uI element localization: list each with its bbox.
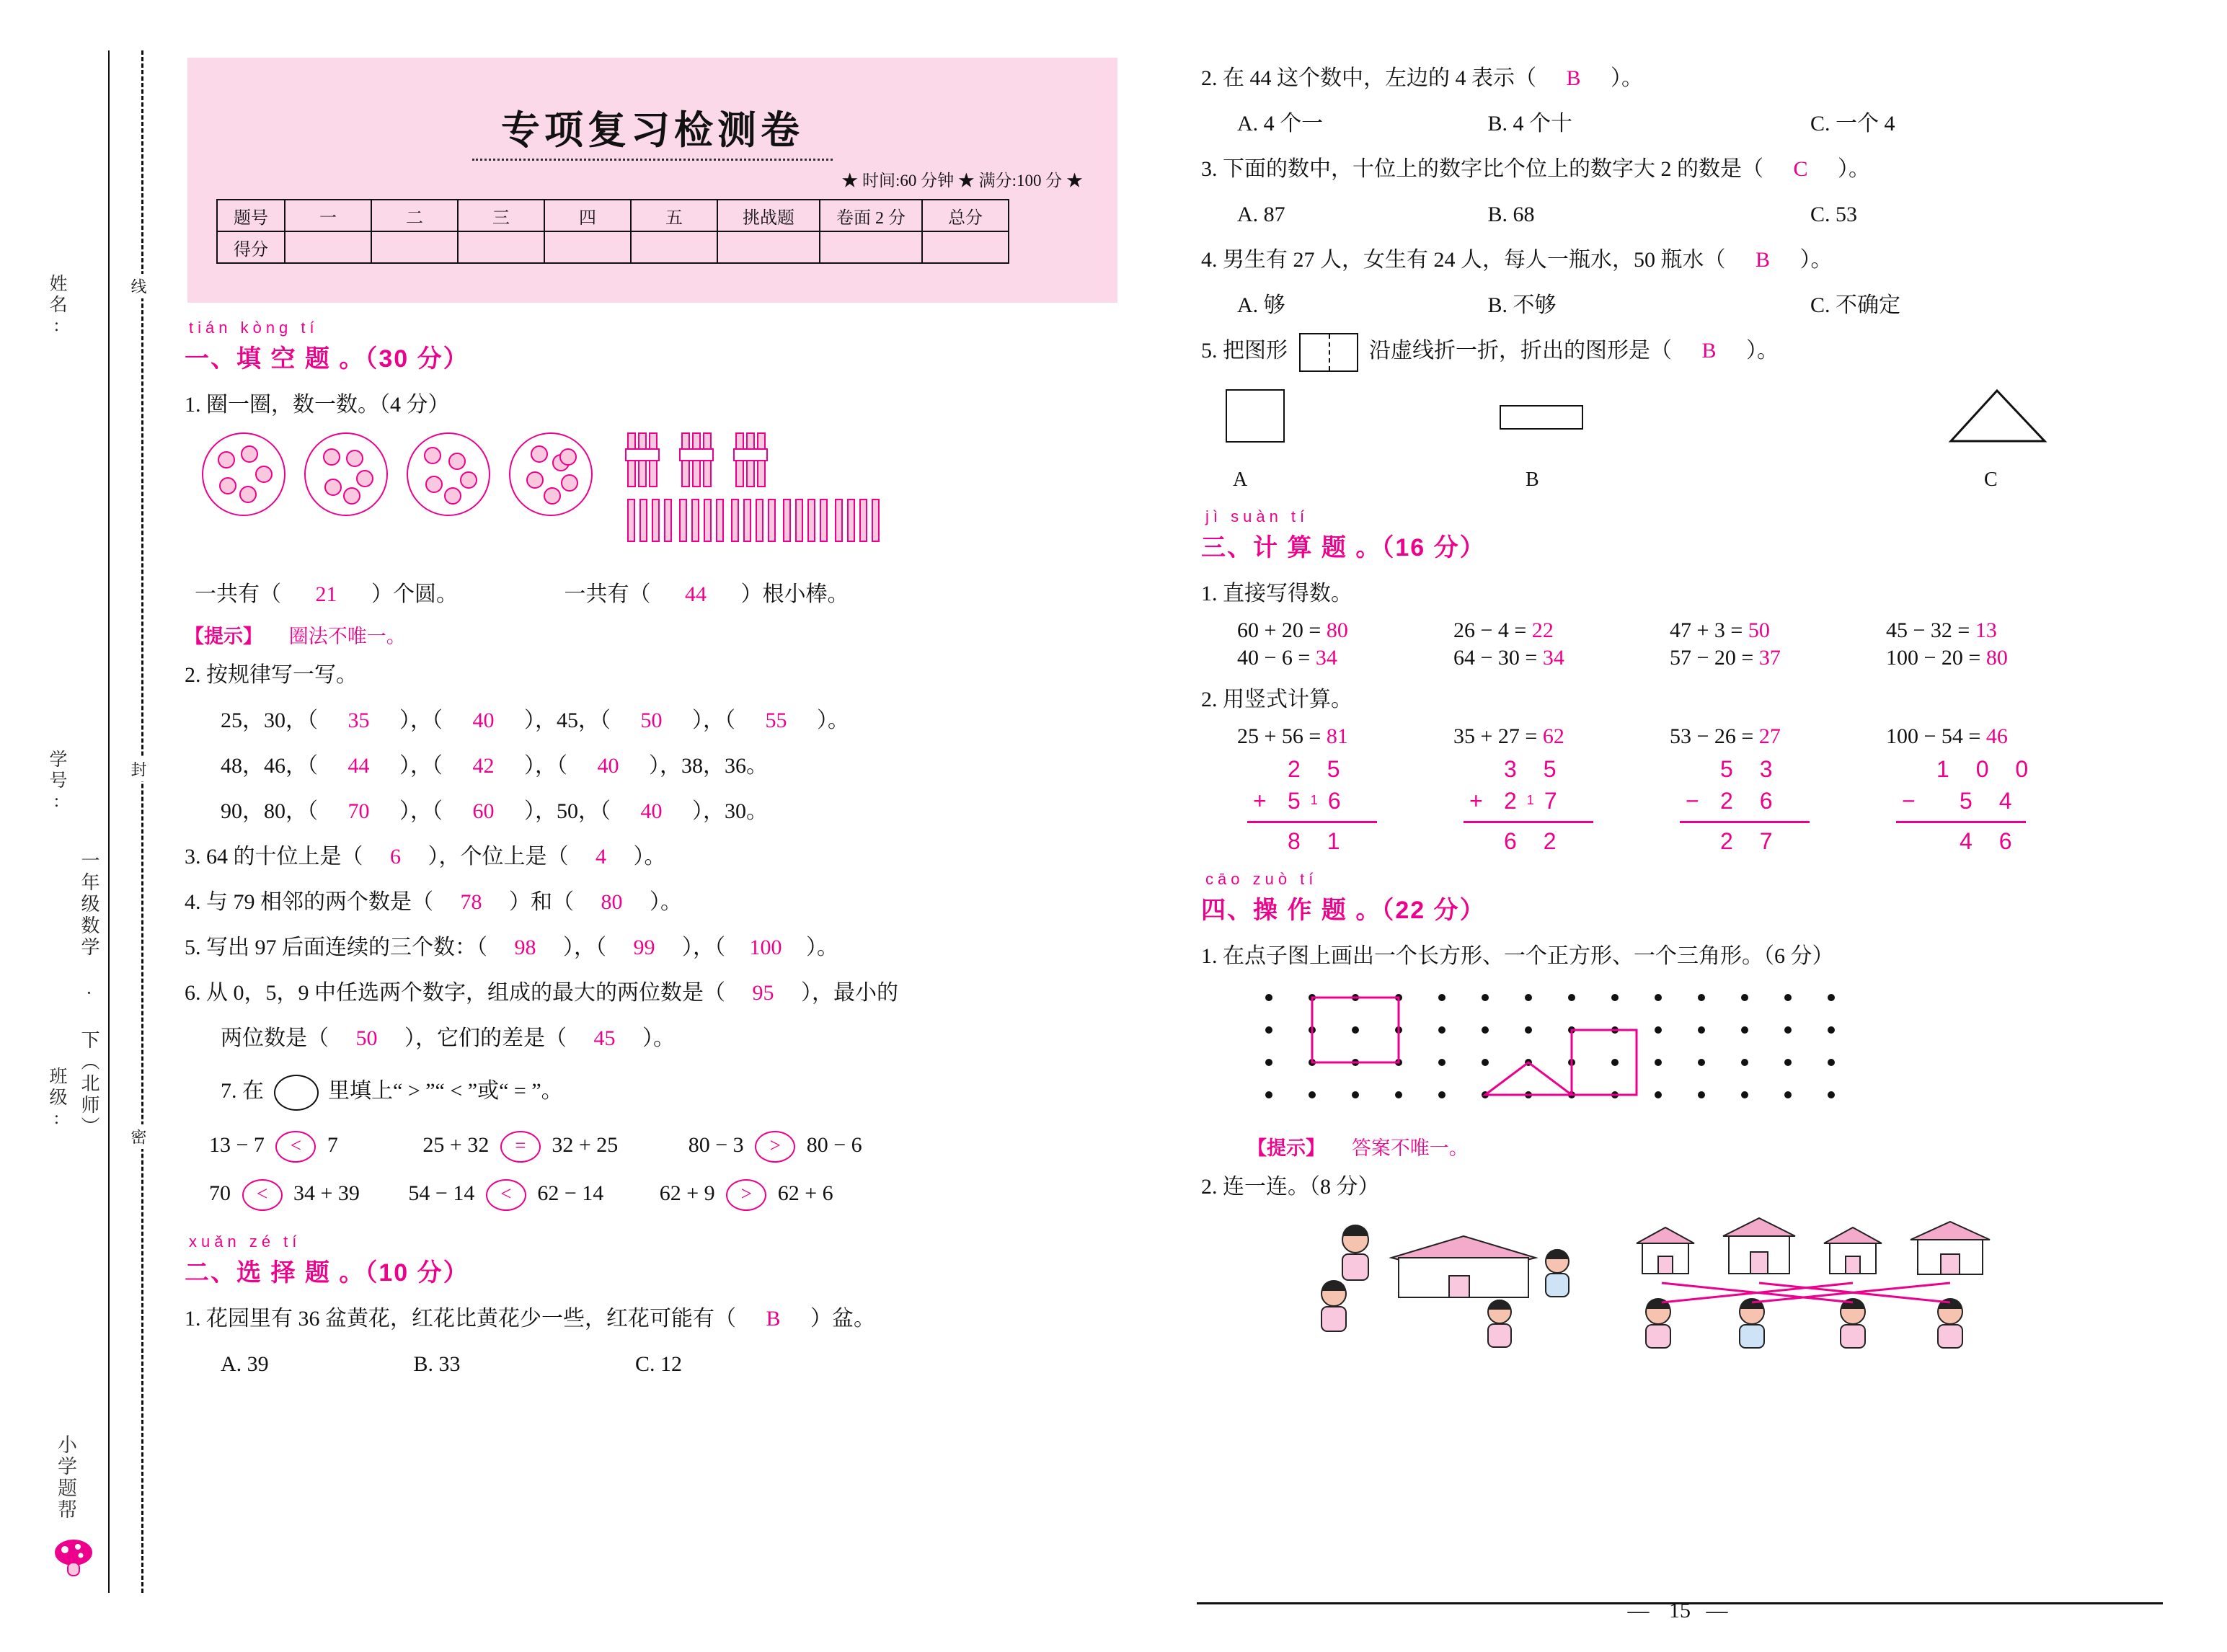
- vert-expr-3: [1670, 724, 1886, 749]
- seq2-a3[interactable]: 40: [597, 754, 619, 778]
- vc1-result[interactable]: 8 1: [1288, 828, 1350, 855]
- empty-circle-icon: [274, 1075, 319, 1111]
- seq3-a2[interactable]: 60: [472, 799, 495, 823]
- cmp-4-right: 34 + 39: [293, 1181, 360, 1205]
- seq2-m2: ），（: [524, 754, 567, 778]
- seal-word-2: 密: [127, 1124, 149, 1149]
- fill-section-pinyin: tián kòng tí: [189, 319, 319, 337]
- left-column: [180, 58, 1139, 1389]
- right-column: [1197, 58, 2177, 1351]
- vert-ans-4[interactable]: 46: [1985, 724, 2008, 749]
- fill-q1-text: 1. 圈一圈，数一数。（4 分）: [185, 393, 450, 417]
- calc-ans-2[interactable]: 22: [1531, 618, 1554, 643]
- cmp-4-left: 70: [209, 1181, 231, 1205]
- calc-expr-1: 60 + 20 =: [1237, 618, 1321, 643]
- c5-mid: 沿虚线折一折，折出的图形是（: [1369, 339, 1672, 363]
- dot-grid-svg[interactable]: [1247, 987, 1954, 1124]
- q4-pre: 4. 与 79 相邻的两个数是（: [185, 890, 433, 914]
- vertical-headers: [1237, 724, 2177, 749]
- vc3-bar: [1680, 821, 1810, 823]
- calc-ans-4[interactable]: 13: [1975, 618, 1997, 643]
- vert-expr-4: [1886, 724, 2102, 749]
- c5-pre: 5. 把图形: [1201, 339, 1288, 363]
- seq3-a1[interactable]: 70: [347, 799, 370, 823]
- cmp-5-left: 54 − 14: [408, 1181, 475, 1205]
- fill-q6-line1: [185, 972, 1139, 1013]
- vc1-sign: +: [1253, 788, 1267, 814]
- fill-q2-text: 2. 按规律写一写。: [185, 663, 358, 687]
- q3-mid: ），个位上是（: [428, 845, 569, 869]
- seq1-a2[interactable]: 40: [472, 709, 495, 732]
- calc-row-1: [1237, 618, 2177, 643]
- operate-q2-text: 2. 连一连。（8 分）: [1201, 1175, 1380, 1199]
- vertical-calc-2: [1453, 756, 1670, 864]
- calc-section-title: 三、计 算 题 。（16 分）: [1201, 534, 1486, 562]
- c4-opt-b[interactable]: B. 不够: [1487, 293, 1557, 317]
- vertical-calc-1: [1237, 756, 1453, 864]
- vert-expr-text-4: 100 − 54 =: [1886, 724, 1981, 749]
- c4-answer[interactable]: B: [1756, 248, 1771, 272]
- choice-section-pinyin: xuǎn zé tí: [189, 1233, 301, 1251]
- operate-q1-text: 1. 在点子图上画出一个长方形、一个正方形、一个三角形。（6 分）: [1201, 944, 1834, 969]
- calc-ans-8[interactable]: 80: [1985, 646, 2008, 670]
- vc2-carry: 1: [1526, 793, 1544, 808]
- seq3-m2: ），50，（: [524, 799, 611, 823]
- vc4-bar: [1896, 821, 2026, 823]
- q5-a2[interactable]: 99: [633, 936, 655, 959]
- calc-expr-4: 45 − 32 =: [1886, 618, 1970, 643]
- operate-section-title: 四、操 作 题 。（22 分）: [1201, 897, 1486, 925]
- operate-hint-label: 【提示】: [1247, 1137, 1325, 1160]
- choice-q3-stem: [1201, 148, 2177, 190]
- score-row-label-2: 得分: [217, 231, 285, 263]
- vert-ans-1[interactable]: 81: [1326, 724, 1348, 749]
- score-cell-0[interactable]: [285, 231, 371, 263]
- vc1-carry: 1: [1310, 793, 1328, 808]
- vert-ans-3[interactable]: 27: [1758, 724, 1781, 749]
- calc-row-2: [1237, 646, 2177, 670]
- score-col-3: 四: [544, 200, 631, 231]
- score-table: [216, 199, 1009, 264]
- right-scene: [1637, 1218, 1990, 1348]
- calc-ans-5[interactable]: 34: [1315, 646, 1337, 670]
- vc2-sign: +: [1469, 788, 1483, 814]
- table-row: [217, 200, 1009, 231]
- cmp-1-left: 13 − 7: [209, 1133, 265, 1157]
- choice-q1-stem: [185, 1298, 1139, 1339]
- seal-word-0: 线: [127, 274, 149, 298]
- cmp-3-left: 80 − 3: [688, 1133, 744, 1157]
- operate-q1-hint: [1247, 1132, 2177, 1160]
- q6-mid: ），它们的差是（: [404, 1026, 567, 1050]
- vc1-bottom2: 6: [1327, 788, 1351, 814]
- seq3-pre: 90，80，（: [221, 799, 318, 823]
- c1-post: ）盆。: [810, 1307, 876, 1331]
- choice-q2-options: [1237, 103, 2177, 144]
- vc2-bottom-row: [1504, 788, 1567, 814]
- q5-pre: 5. 写出 97 后面连续的三个数：（: [185, 936, 487, 959]
- loose-sticks: [627, 499, 884, 546]
- calc-expr-8: 100 − 20 =: [1886, 646, 1981, 670]
- calc-expr-3: 47 + 3 =: [1670, 618, 1743, 643]
- cmp-4-op[interactable]: <: [242, 1179, 283, 1211]
- c2-opt-a[interactable]: A. 4 个一: [1237, 112, 1324, 136]
- circle-group-3: [407, 432, 490, 516]
- cmp-6-op[interactable]: >: [726, 1179, 766, 1211]
- c2-opt-c[interactable]: C. 一个 4: [1810, 112, 1895, 136]
- vert-expr-text-1: 25 + 56 =: [1237, 724, 1321, 749]
- score-col-4: 五: [631, 200, 717, 231]
- c2-post: ）。: [1611, 66, 1644, 90]
- fill-q1-left-post: ）个圆。: [371, 582, 458, 606]
- c1-opt-a[interactable]: A. 39: [221, 1352, 269, 1376]
- seq2-a2[interactable]: 42: [472, 754, 495, 778]
- vertical-calc-3: [1670, 756, 1886, 864]
- fill-q7-row-1: [209, 1124, 1139, 1165]
- c3-post: ）。: [1838, 157, 1871, 181]
- cmp-3-op[interactable]: >: [755, 1131, 795, 1163]
- calc-item-5: [1237, 646, 1453, 670]
- c2-opt-b[interactable]: B. 4 个十: [1487, 112, 1573, 136]
- calc-ans-6[interactable]: 34: [1542, 646, 1564, 670]
- vc4-bottom: 5 4: [1960, 788, 2022, 814]
- fill-q6-line2: [221, 1018, 1139, 1059]
- score-cell-5[interactable]: [717, 231, 820, 263]
- score-col-5: 挑战题: [717, 200, 820, 231]
- choice-q4-stem: [1201, 239, 2177, 280]
- c3-pre: 3. 下面的数中，十位上的数字比个位上的数字大 2 的数是（: [1201, 157, 1763, 181]
- seq3-m3: ），30。: [692, 799, 768, 823]
- q5-post: ）。: [806, 936, 838, 959]
- seq1-m2: ），45，（: [524, 709, 611, 732]
- seq1-a1[interactable]: 35: [347, 709, 370, 732]
- vertical-calculations: [1237, 756, 2177, 864]
- title-card: [187, 58, 1117, 303]
- score-cell-1[interactable]: [371, 231, 458, 263]
- seq1-a3[interactable]: 50: [640, 709, 663, 732]
- vc3-top: 5 3: [1720, 756, 1783, 783]
- rail-class-label: 班级:: [47, 1067, 66, 1131]
- fill-q7-row-2: [209, 1173, 1139, 1214]
- vertical-calc-4: [1886, 756, 2102, 864]
- counting-figure: [180, 432, 1139, 569]
- fill-q1-answers: [180, 574, 1139, 615]
- vc2-bottom: 2: [1504, 788, 1527, 814]
- c1-opt-b[interactable]: B. 33: [413, 1352, 461, 1376]
- vc1-bar: [1247, 821, 1377, 823]
- q3-a1[interactable]: 6: [390, 845, 401, 869]
- cmp-2-left: 25 + 32: [422, 1133, 490, 1157]
- q6-pre: 6. 从 0，5，9 中任选两个数字，组成的最大的两位数是（: [185, 981, 725, 1005]
- vc2-bar: [1464, 821, 1593, 823]
- page-title: 专项复习检测卷: [501, 109, 804, 152]
- c2-pre: 2. 在 44 这个数中，左边的 4 表示（: [1201, 66, 1536, 90]
- calc-ans-1[interactable]: 80: [1326, 618, 1348, 643]
- calc-item-1: [1237, 618, 1453, 643]
- rail-book-label: 一年级数学 · 下（北师）: [79, 851, 99, 1138]
- seq3-a3[interactable]: 40: [640, 799, 663, 823]
- score-col-6: 卷面 2 分: [820, 200, 922, 231]
- shape-triangle-option-c[interactable]: [1947, 388, 2047, 445]
- q7-post: 里填上“ > ”“ < ”或“ = ”。: [328, 1079, 563, 1103]
- choice-q2-stem: [1201, 58, 2177, 99]
- matching-svg[interactable]: [1247, 1214, 2055, 1351]
- matching-figure[interactable]: [1247, 1214, 2055, 1351]
- calc-q2-title: 2. 用竖式计算。: [1201, 688, 1352, 712]
- q4-a1[interactable]: 78: [460, 890, 482, 914]
- c4-opt-c[interactable]: C. 不确定: [1810, 293, 1901, 317]
- vc1-top: 2 5: [1288, 756, 1350, 783]
- score-col-1: 二: [371, 200, 458, 231]
- vert-ans-2[interactable]: 62: [1542, 724, 1564, 749]
- title-divider: [472, 159, 833, 161]
- brand-label: 小学题帮: [55, 1434, 76, 1521]
- q3-post: ）。: [633, 845, 666, 869]
- fill-q1-right-answer[interactable]: 44: [685, 582, 707, 606]
- fill-q2-line-3: [221, 791, 1139, 832]
- calc-section-pinyin: jì suàn tí: [1205, 507, 1309, 526]
- dot-grid[interactable]: [1247, 987, 1954, 1124]
- hint-label: 【提示】: [185, 626, 262, 647]
- c3-opt-a[interactable]: A. 87: [1237, 203, 1285, 226]
- cmp-3-right: 80 − 6: [806, 1133, 862, 1157]
- q3-a2[interactable]: 4: [596, 845, 606, 869]
- vc4-sign: −: [1902, 788, 1916, 814]
- q3-pre: 3. 64 的十位上是（: [185, 845, 363, 869]
- fill-q7-text: [221, 1070, 1139, 1111]
- table-row: [217, 231, 1009, 263]
- q6-a2[interactable]: 50: [355, 1026, 378, 1050]
- c4-opt-a[interactable]: A. 够: [1237, 293, 1285, 317]
- q7-pre: 7. 在: [221, 1079, 264, 1103]
- fill-q3: [185, 836, 1139, 877]
- choice-q5-stem: [1201, 330, 2177, 372]
- q5-m1: ），（: [563, 936, 606, 959]
- calc-item-6: [1453, 646, 1670, 670]
- vc3-bottom: 2 6: [1720, 788, 1783, 814]
- calc-expr-5: 40 − 6 =: [1237, 646, 1311, 670]
- left-scene: [1321, 1225, 1569, 1347]
- choice-section-title: 二、选 择 题 。（10 分）: [185, 1259, 469, 1287]
- fill-q4: [185, 881, 1139, 923]
- calc-expr-2: 26 − 4 =: [1453, 618, 1527, 643]
- q5-a1[interactable]: 98: [514, 936, 536, 959]
- fill-q1-left-pre: 一共有（: [195, 582, 281, 606]
- q6-a1[interactable]: 95: [752, 981, 774, 1005]
- vc2-top: 3 5: [1504, 756, 1567, 783]
- calc-ans-3[interactable]: 50: [1748, 618, 1770, 643]
- c2-answer[interactable]: B: [1566, 66, 1581, 90]
- vc4-result[interactable]: 4 6: [1960, 828, 2022, 855]
- vert-expr-1: [1237, 724, 1453, 749]
- c1-answer[interactable]: B: [766, 1307, 781, 1331]
- q6-pre2: 两位数是（: [221, 1026, 329, 1050]
- vert-expr-text-3: 53 − 26 =: [1670, 724, 1754, 749]
- margin-rule: [108, 50, 111, 1593]
- c5-answer[interactable]: B: [1701, 339, 1717, 363]
- choice-q5-shape-labels: [1197, 468, 2177, 500]
- cmp-6-left: 62 + 9: [659, 1181, 715, 1205]
- q6-post2: ）。: [642, 1026, 675, 1050]
- rail-student-no-label: 学号:: [47, 750, 66, 814]
- score-col-2: 三: [458, 200, 544, 231]
- cmp-1-op[interactable]: <: [275, 1131, 316, 1163]
- score-cell-7[interactable]: [922, 231, 1009, 263]
- c5-post: ）。: [1746, 339, 1779, 363]
- score-cell-4[interactable]: [631, 231, 717, 263]
- hint-text: 圈法不唯一。: [288, 626, 406, 647]
- seal-word-1: 封: [127, 757, 149, 781]
- shape-label-b: B: [1526, 468, 1539, 492]
- fill-q5: [185, 927, 1139, 968]
- seq2-m1: ），（: [399, 754, 443, 778]
- cmp-2-right: 32 + 25: [552, 1133, 619, 1157]
- vc2-bottom2: 7: [1544, 788, 1567, 814]
- calc-item-8: [1886, 646, 2102, 670]
- stick-bundles: [627, 432, 787, 491]
- cmp-1-right: 7: [327, 1133, 338, 1157]
- vert-expr-2: [1453, 724, 1670, 749]
- exam-meta: ★ 时间:60 分钟 ★ 满分:100 分 ★: [841, 172, 1083, 190]
- score-cell-2[interactable]: [458, 231, 544, 263]
- page-number: 15: [1669, 1599, 1691, 1622]
- calc-q1-title: 1. 直接写得数。: [1201, 582, 1352, 606]
- calc-ans-7[interactable]: 37: [1758, 646, 1781, 670]
- seq2-a1[interactable]: 44: [347, 754, 370, 778]
- q4-mid: ）和（: [509, 890, 574, 914]
- calc-item-7: [1670, 646, 1886, 670]
- q5-a3[interactable]: 100: [749, 936, 782, 959]
- q5-m2: ），（: [682, 936, 725, 959]
- calc-expr-7: 57 − 20 =: [1670, 646, 1754, 670]
- circle-group-4: [509, 432, 593, 516]
- score-cell-6[interactable]: [820, 231, 922, 263]
- vc3-sign: −: [1686, 788, 1699, 814]
- c1-pre: 1. 花园里有 36 盆黄花，红花比黄花少一些，红花可能有（: [185, 1307, 736, 1331]
- q4-a2[interactable]: 80: [601, 890, 623, 914]
- cmp-5-op[interactable]: <: [486, 1179, 526, 1211]
- cmp-2-op[interactable]: =: [500, 1131, 541, 1163]
- c4-pre: 4. 男生有 27 人，女生有 24 人，每人一瓶水，50 瓶水（: [1201, 248, 1726, 272]
- c3-answer[interactable]: C: [1793, 157, 1808, 181]
- choice-q3-options: [1237, 194, 2177, 235]
- seq1-a4[interactable]: 55: [765, 709, 787, 732]
- fill-q2-line-2: [221, 745, 1139, 786]
- circle-group-1: [202, 432, 285, 516]
- fill-q2-line-1: [221, 700, 1139, 741]
- circle-group-2: [304, 432, 388, 516]
- calc-item-2: [1453, 618, 1670, 643]
- shape-square-option-a[interactable]: [1226, 389, 1285, 443]
- cmp-6-right: 62 + 6: [777, 1181, 833, 1205]
- page-footer: [1197, 1599, 2163, 1623]
- vc2-result[interactable]: 6 2: [1504, 828, 1567, 855]
- seq2-m3: ），38，36。: [649, 754, 768, 778]
- fill-q1-right-pre: 一共有（: [564, 582, 651, 606]
- score-cell-3[interactable]: [544, 231, 631, 263]
- vert-expr-text-2: 35 + 27 =: [1453, 724, 1538, 749]
- vc1-bottom: 5: [1288, 788, 1311, 814]
- q6-a3[interactable]: 45: [593, 1026, 616, 1050]
- choice-q1-options: [221, 1344, 1139, 1385]
- seq1-post: ）。: [817, 709, 849, 732]
- shape-label-c: C: [1984, 468, 1998, 492]
- seq3-m1: ），（: [399, 799, 443, 823]
- fill-q1-right-post: ）根小棒。: [740, 582, 849, 606]
- calc-expr-6: 64 − 30 =: [1453, 646, 1538, 670]
- c4-post: ）。: [1799, 248, 1833, 272]
- seq1-m3: ），（: [692, 709, 735, 732]
- fill-section-title: 一、填 空 题 。（30 分）: [185, 345, 469, 373]
- mushroom-icon: [52, 1535, 95, 1578]
- fold-figure-icon: [1299, 333, 1358, 372]
- cmp-5-right: 62 − 14: [537, 1181, 604, 1205]
- shape-label-a: A: [1233, 468, 1248, 492]
- score-row-label-1: 题号: [217, 200, 285, 231]
- q6-post1: ），最小的: [801, 981, 898, 1005]
- seq1-m1: ），（: [399, 709, 443, 732]
- choice-q4-options: [1237, 285, 2177, 326]
- vc1-bottom-row: [1288, 788, 1351, 814]
- choice-q5-shapes: [1197, 382, 2177, 468]
- fill-q1-hint: [185, 621, 1139, 649]
- rail-name-label: 姓名:: [47, 274, 66, 338]
- footer-dash-right: —: [1706, 1599, 1732, 1622]
- q4-post: ）。: [650, 890, 682, 914]
- calc-item-3: [1670, 618, 1886, 643]
- score-col-0: 一: [285, 200, 371, 231]
- seq1-pre: 25，30，（: [221, 709, 318, 732]
- c3-opt-b[interactable]: B. 68: [1487, 203, 1535, 226]
- operate-section-pinyin: cāo zuò tí: [1205, 870, 1318, 889]
- vc3-result[interactable]: 2 7: [1720, 828, 1783, 855]
- operate-hint-text: 答案不唯一。: [1351, 1137, 1469, 1160]
- c1-opt-c[interactable]: C. 12: [635, 1352, 683, 1376]
- footer-dash-left: —: [1627, 1599, 1654, 1622]
- fill-q1-left-answer[interactable]: 21: [315, 582, 337, 606]
- seq2-pre: 48，46，（: [221, 754, 318, 778]
- calc-item-4: [1886, 618, 2102, 643]
- shape-rectangle-option-b[interactable]: [1500, 405, 1583, 430]
- c3-opt-c[interactable]: C. 53: [1810, 203, 1858, 226]
- vc4-top: 1 0 0: [1936, 756, 2039, 783]
- score-col-7: 总分: [922, 200, 1009, 231]
